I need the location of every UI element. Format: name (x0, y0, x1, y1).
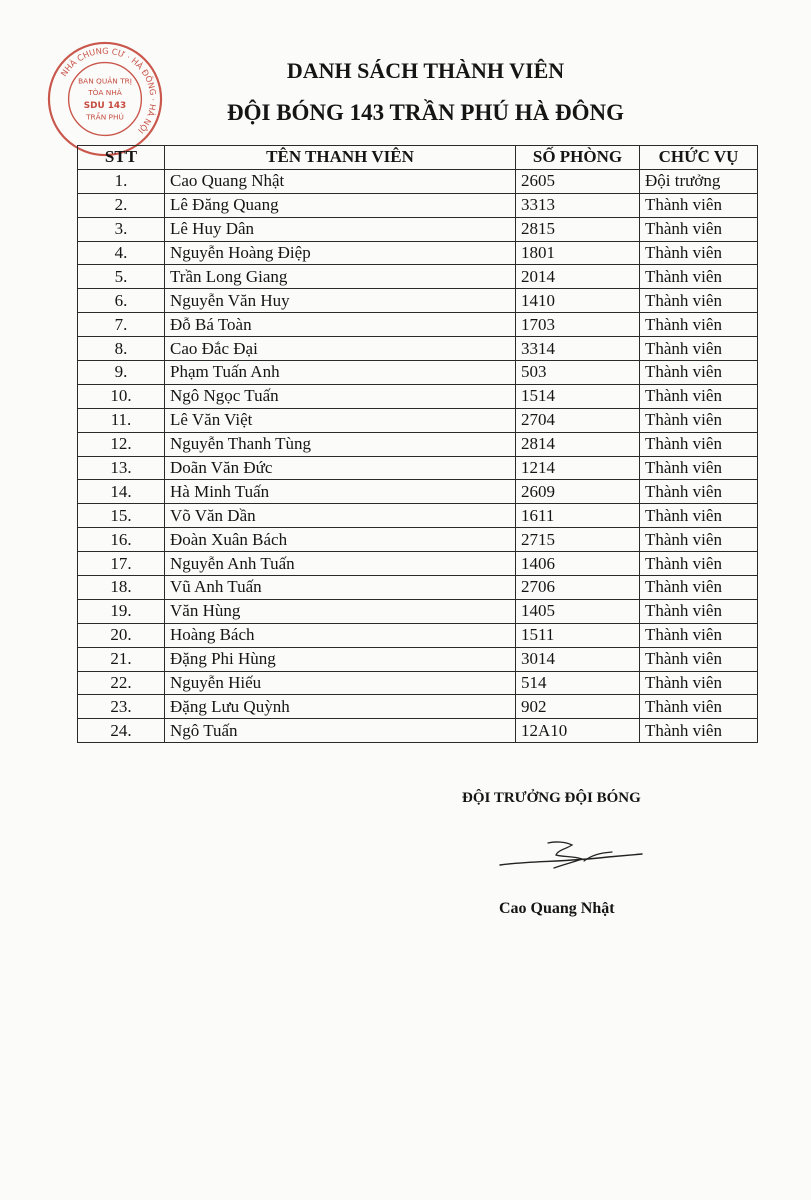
member-rows (78, 169, 758, 742)
member-name: Phạm Tuấn Anh (165, 361, 516, 385)
member-position: Thành viên (640, 361, 758, 385)
row-stt: 12. (78, 432, 165, 456)
row-stt: 22. (78, 671, 165, 695)
table-row (78, 599, 758, 623)
member-table (77, 145, 758, 743)
member-name: Vũ Anh Tuấn (165, 576, 516, 600)
member-position: Thành viên (640, 599, 758, 623)
member-position: Thành viên (640, 384, 758, 408)
member-name: Đặng Phi Hùng (165, 647, 516, 671)
member-position: Thành viên (640, 623, 758, 647)
member-name: Nguyễn Hoàng Điệp (165, 241, 516, 265)
room-number: 1611 (516, 504, 640, 528)
member-position: Thành viên (640, 695, 758, 719)
member-position: Thành viên (640, 528, 758, 552)
row-stt: 7. (78, 313, 165, 337)
table-row (78, 217, 758, 241)
member-position: Thành viên (640, 217, 758, 241)
table-row (78, 647, 758, 671)
room-number: 1214 (516, 456, 640, 480)
table-row (78, 432, 758, 456)
row-stt: 17. (78, 552, 165, 576)
member-position: Thành viên (640, 552, 758, 576)
table-header-row (78, 146, 758, 170)
member-position: Thành viên (640, 241, 758, 265)
table-row (78, 456, 758, 480)
member-position: Thành viên (640, 289, 758, 313)
row-stt: 4. (78, 241, 165, 265)
row-stt: 15. (78, 504, 165, 528)
table-row (78, 576, 758, 600)
row-stt: 23. (78, 695, 165, 719)
table-row (78, 695, 758, 719)
room-number: 2014 (516, 265, 640, 289)
member-name: Trần Long Giang (165, 265, 516, 289)
member-name: Hà Minh Tuấn (165, 480, 516, 504)
row-stt: 16. (78, 528, 165, 552)
stamp-line-2: TÒA NHÀ (88, 88, 122, 98)
room-number: 514 (516, 671, 640, 695)
table-row (78, 169, 758, 193)
table-row (78, 504, 758, 528)
row-stt: 1. (78, 169, 165, 193)
member-position: Thành viên (640, 480, 758, 504)
member-name: Võ Văn Dần (165, 504, 516, 528)
row-stt: 21. (78, 647, 165, 671)
room-number: 1703 (516, 313, 640, 337)
table-row (78, 313, 758, 337)
member-name: Nguyễn Văn Huy (165, 289, 516, 313)
table-row (78, 337, 758, 361)
header-member-name: TÊN THANH VIÊN (165, 146, 516, 170)
handwritten-signature (496, 835, 646, 875)
stamp-line-3: SDU 143 (83, 100, 127, 111)
table-row (78, 552, 758, 576)
signature-title: ĐỘI TRƯỞNG ĐỘI BÓNG (462, 790, 641, 806)
room-number: 1801 (516, 241, 640, 265)
room-number: 3313 (516, 193, 640, 217)
table-row (78, 623, 758, 647)
table-row (78, 193, 758, 217)
member-name: Cao Đắc Đại (165, 337, 516, 361)
member-name: Nguyễn Thanh Tùng (165, 432, 516, 456)
room-number: 902 (516, 695, 640, 719)
row-stt: 24. (78, 719, 165, 743)
signer-name: Cao Quang Nhật (499, 900, 615, 917)
row-stt: 11. (78, 408, 165, 432)
member-position: Thành viên (640, 313, 758, 337)
row-stt: 9. (78, 361, 165, 385)
header-position: CHỨC VỤ (640, 146, 758, 170)
room-number: 2715 (516, 528, 640, 552)
room-number: 12A10 (516, 719, 640, 743)
member-position: Thành viên (640, 671, 758, 695)
document-subtitle: ĐỘI BÓNG 143 TRẦN PHÚ HÀ ĐÔNG (227, 100, 624, 125)
member-position: Thành viên (640, 456, 758, 480)
member-name: Cao Quang Nhật (165, 169, 516, 193)
member-position: Thành viên (640, 432, 758, 456)
room-number: 2706 (516, 576, 640, 600)
row-stt: 10. (78, 384, 165, 408)
table-row (78, 265, 758, 289)
stamp-line-4: TRẦN PHÚ (86, 112, 124, 122)
member-position: Đội trưởng (640, 169, 758, 193)
member-name: Văn Hùng (165, 599, 516, 623)
table-row (78, 384, 758, 408)
table-row (78, 671, 758, 695)
row-stt: 8. (78, 337, 165, 361)
member-position: Thành viên (640, 337, 758, 361)
document-title: DANH SÁCH THÀNH VIÊN (286, 58, 565, 83)
row-stt: 13. (78, 456, 165, 480)
member-name: Lê Huy Dân (165, 217, 516, 241)
member-name: Hoàng Bách (165, 623, 516, 647)
member-position: Thành viên (640, 576, 758, 600)
room-number: 503 (516, 361, 640, 385)
table-row (78, 361, 758, 385)
room-number: 2814 (516, 432, 640, 456)
row-stt: 6. (78, 289, 165, 313)
row-stt: 3. (78, 217, 165, 241)
table-row (78, 241, 758, 265)
row-stt: 2. (78, 193, 165, 217)
member-name: Đặng Lưu Quỳnh (165, 695, 516, 719)
room-number: 1405 (516, 599, 640, 623)
member-position: Thành viên (640, 193, 758, 217)
member-name: Lê Đăng Quang (165, 193, 516, 217)
room-number: 2815 (516, 217, 640, 241)
member-position: Thành viên (640, 647, 758, 671)
member-name: Đoàn Xuân Bách (165, 528, 516, 552)
row-stt: 5. (78, 265, 165, 289)
member-name: Doãn Văn Đức (165, 456, 516, 480)
room-number: 1511 (516, 623, 640, 647)
table-row (78, 719, 758, 743)
room-number: 3314 (516, 337, 640, 361)
member-name: Ngô Tuấn (165, 719, 516, 743)
row-stt: 20. (78, 623, 165, 647)
table-row (78, 289, 758, 313)
room-number: 3014 (516, 647, 640, 671)
table-row (78, 408, 758, 432)
member-position: Thành viên (640, 408, 758, 432)
row-stt: 14. (78, 480, 165, 504)
member-name: Nguyễn Hiếu (165, 671, 516, 695)
header-room-number: SỐ PHÒNG (516, 146, 640, 170)
room-number: 1406 (516, 552, 640, 576)
stamp-ring-text: NHÀ CHUNG CƯ · HÀ ĐÔNG · HÀ NỘI (58, 45, 159, 136)
room-number: 2605 (516, 169, 640, 193)
room-number: 2704 (516, 408, 640, 432)
member-position: Thành viên (640, 265, 758, 289)
row-stt: 19. (78, 599, 165, 623)
stamp-line-1: BAN QUẢN TRỊ (78, 76, 132, 86)
room-number: 1410 (516, 289, 640, 313)
table-row (78, 480, 758, 504)
room-number: 1514 (516, 384, 640, 408)
member-name: Đỗ Bá Toàn (165, 313, 516, 337)
room-number: 2609 (516, 480, 640, 504)
member-name: Nguyễn Anh Tuấn (165, 552, 516, 576)
header-stt: STT (78, 146, 165, 170)
row-stt: 18. (78, 576, 165, 600)
member-position: Thành viên (640, 504, 758, 528)
table-row (78, 528, 758, 552)
member-position: Thành viên (640, 719, 758, 743)
member-name: Lê Văn Việt (165, 408, 516, 432)
member-name: Ngô Ngọc Tuấn (165, 384, 516, 408)
